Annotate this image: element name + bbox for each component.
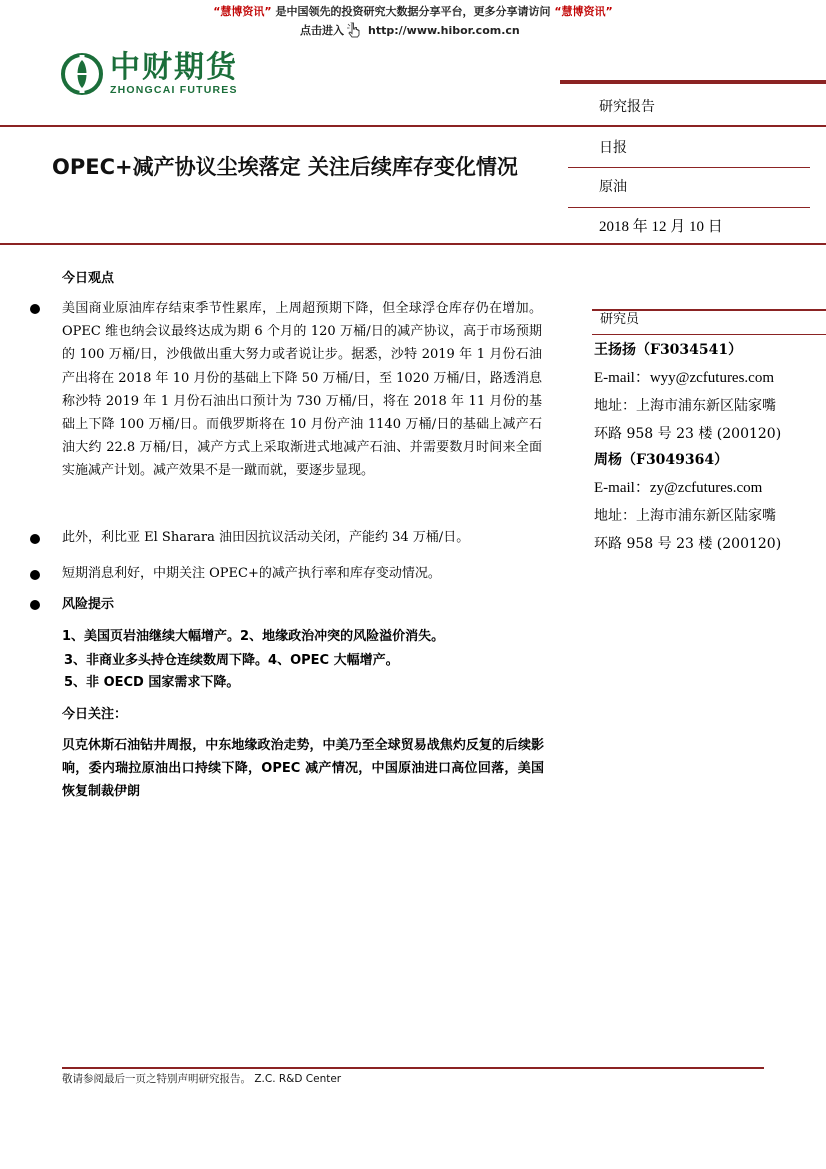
paragraph-market-view: 美国商业原油库存结束季节性累库，上周超预期下降，但全球浮仓库存仍在增加。OPEC 维也纳会议最终达成为期 6 个月的 120 万桶/日的减产协议，高于市场预期的 100 万桶/日，沙俄做出重大努力或者说让步。据悉，沙特 2019 年 1 月份石油产出将在 2018 年 10 月份的基础上下降 50 万桶/日，至 1020 万桶/日，路透消息称沙特 2019 年 1 月份石油出口预计为 730 万桶/日，将在 2018 年 11 月份的基础上下降 100 万桶/日。而俄罗斯将在 10 月份产油 1140 万桶/日的基础上减产石油大约 22.8 万桶/日，减产方式上采取渐进式地减产石油、并需要数月时间来全面实施减产计划。减产效果不是一蹴而就，要逐步显现。 — [62, 301, 542, 479]
header-rule-right-2 — [568, 207, 810, 208]
risk-line-2: 3、非商业多头持仓连续数周下降。4、OPEC 大幅增产。 — [64, 653, 399, 668]
researcher-rule — [592, 334, 826, 335]
focus-heading: 今日关注： — [62, 707, 128, 722]
banner-url[interactable]: http://www.hibor.com.cn — [368, 23, 520, 37]
researcher-card-1 — [594, 336, 781, 448]
zhongcai-logo-icon — [60, 52, 104, 96]
report-title: OPEC+减产协议尘埃落定 关注后续库存变化情况 — [52, 155, 518, 179]
paragraph-outlook: 短期消息利好，中期关注 OPEC+的减产执行率和库存变动情况。 — [62, 566, 441, 581]
logo-chinese: 中财期货 — [110, 50, 238, 85]
company-logo — [60, 52, 238, 96]
researcher-address-1: 地址：上海市浦东新区陆家嘴 — [594, 398, 776, 414]
banner-middle: 是中国领先的投资研究大数据分享平台，更多分享请访问 — [271, 5, 555, 18]
researcher-name: 周杨（F3049364） — [594, 452, 729, 468]
report-frequency: 日报 — [599, 140, 627, 156]
pointer-hand-icon — [346, 22, 362, 38]
footer-disclaimer: 敬请参阅最后一页之特别声明研究报告。 Z.C. R&D Center — [62, 1073, 342, 1085]
risk-heading: 风险提示 — [62, 597, 115, 612]
researcher-email[interactable]: E-mail：wyy@zcfutures.com — [594, 370, 775, 386]
focus-text: 贝克休斯石油钻井周报，中东地缘政治走势，中美乃至全球贸易战焦灼反复的后续影响，委内瑞拉原油出口持续下降，OPEC 减产情况，中国原油进口高位回落，美国恢复制裁伊朗 — [62, 738, 544, 799]
top-banner — [0, 4, 826, 20]
bullet-icon — [30, 534, 40, 544]
bullet-icon — [30, 600, 40, 610]
banner-link[interactable] — [300, 22, 520, 38]
today-view-heading: 今日观点 — [62, 271, 115, 286]
bullet-icon — [30, 304, 40, 314]
banner-click-prefix: 点击进入 — [300, 24, 344, 37]
header-rule-main — [0, 125, 826, 127]
header-rule-top — [560, 80, 826, 84]
paragraph-libya: 此外，利比亚 El Sharara 油田因抗议活动关闭，产能约 34 万桶/日。 — [62, 530, 470, 545]
report-category: 原油 — [599, 179, 627, 195]
researcher-address-2: 环路 958 号 23 楼 (200120) — [594, 536, 782, 552]
researcher-card-2 — [594, 446, 781, 558]
researcher-label: 研究员 — [600, 312, 640, 327]
header-rule-right-1 — [568, 167, 810, 168]
bullet-icon — [30, 570, 40, 580]
banner-brand-1: “慧博资讯” — [213, 5, 272, 18]
researcher-address-1: 地址：上海市浦东新区陆家嘴 — [594, 508, 776, 524]
logo-english: ZHONGCAI FUTURES — [110, 84, 238, 96]
footer-rule — [62, 1067, 764, 1069]
risk-line-1: 1、美国页岩油继续大幅增产。2、地缘政治冲突的风险溢价消失。 — [62, 629, 445, 644]
banner-brand-2: “慧博资讯” — [554, 5, 613, 18]
researcher-address-2: 环路 958 号 23 楼 (200120) — [594, 426, 782, 442]
report-type: 研究报告 — [599, 99, 655, 115]
researcher-name: 王扬扬（F3034541） — [594, 342, 743, 358]
report-date: 2018 年 12 月 10 日 — [599, 219, 723, 235]
researcher-email[interactable]: E-mail：zy@zcfutures.com — [594, 480, 763, 496]
risk-line-3: 5、非 OECD 国家需求下降。 — [64, 675, 240, 690]
header-rule-bottom — [0, 243, 826, 245]
